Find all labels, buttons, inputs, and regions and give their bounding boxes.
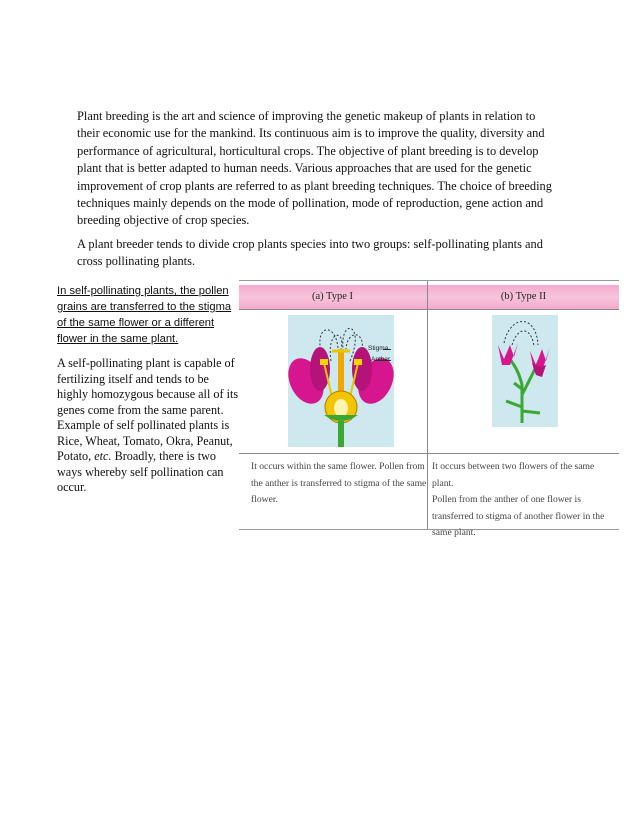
self-pollination-description [57, 356, 239, 496]
description-etc: etc. [94, 449, 112, 463]
type1-caption [251, 459, 427, 509]
type2-caption [432, 459, 618, 542]
type1-caption-line: It occurs within the same flower. Pollen from [251, 461, 425, 472]
anther-label: Anther [371, 356, 391, 363]
type1-title: (a) Type I [311, 291, 354, 302]
type2-plant-illustration [492, 315, 558, 427]
self-pollination-definition: In self-pollinating plants, the pollen grains are transferred to the stigma of the same flower or a different flower in the same plant. [57, 285, 232, 345]
description-text-end: Broadly, there is two ways whereby self pollination can occur. [57, 449, 224, 494]
header-rule [239, 309, 619, 310]
type1-flower-illustration [288, 315, 394, 447]
intro-paragraph-1: Plant breeding is the art and science of improving the genetic makeup of plants in relation to their economic use for the mankind. Its continuous aim is to improve the quality, diversity and performance of agricultural, horticultural crops. The objective of plant breeding is to develop plant that is better adapted to human needs. Various approaches that are used for the genetic improvement of crop plants are referred to as plant breeding techniques. The choice of breeding techniques mainly depends on the mode of pollination, mode of reproduction, gene action and breeding objective of crop species. [77, 109, 552, 228]
stigma-label: Stigma [368, 345, 389, 352]
pollination-types-figure [239, 280, 619, 538]
type2-caption-line: transferred to stigma of another flower in the [432, 510, 605, 522]
type2-caption-line: Pollen from the anther of one flower is [432, 494, 581, 505]
type2-caption-line: same plant. [432, 527, 476, 538]
caption-rule [239, 453, 619, 454]
type2-title: (b) Type II [500, 291, 547, 302]
type1-caption-line: flower. [251, 494, 278, 505]
description-text: A self-pollinating plant is capable of fertilizing itself and tends to be highly homozygous because all of its genes come from the same parent. Example of self pollinated plants is Rice, Wheat, Tomato, Okra, Peanut, Potato, [57, 356, 239, 463]
figure-header [239, 285, 619, 309]
type1-caption-line: the anther is transferred to stigma of the same [251, 477, 427, 489]
intro-paragraph-2: A plant breeder tends to divide crop plants species into two groups: self-pollinating plants and cross pollinating plants. [77, 237, 543, 269]
figure-divider [427, 281, 428, 529]
type2-caption-line: It occurs between two flowers of the same plant. [432, 461, 595, 489]
